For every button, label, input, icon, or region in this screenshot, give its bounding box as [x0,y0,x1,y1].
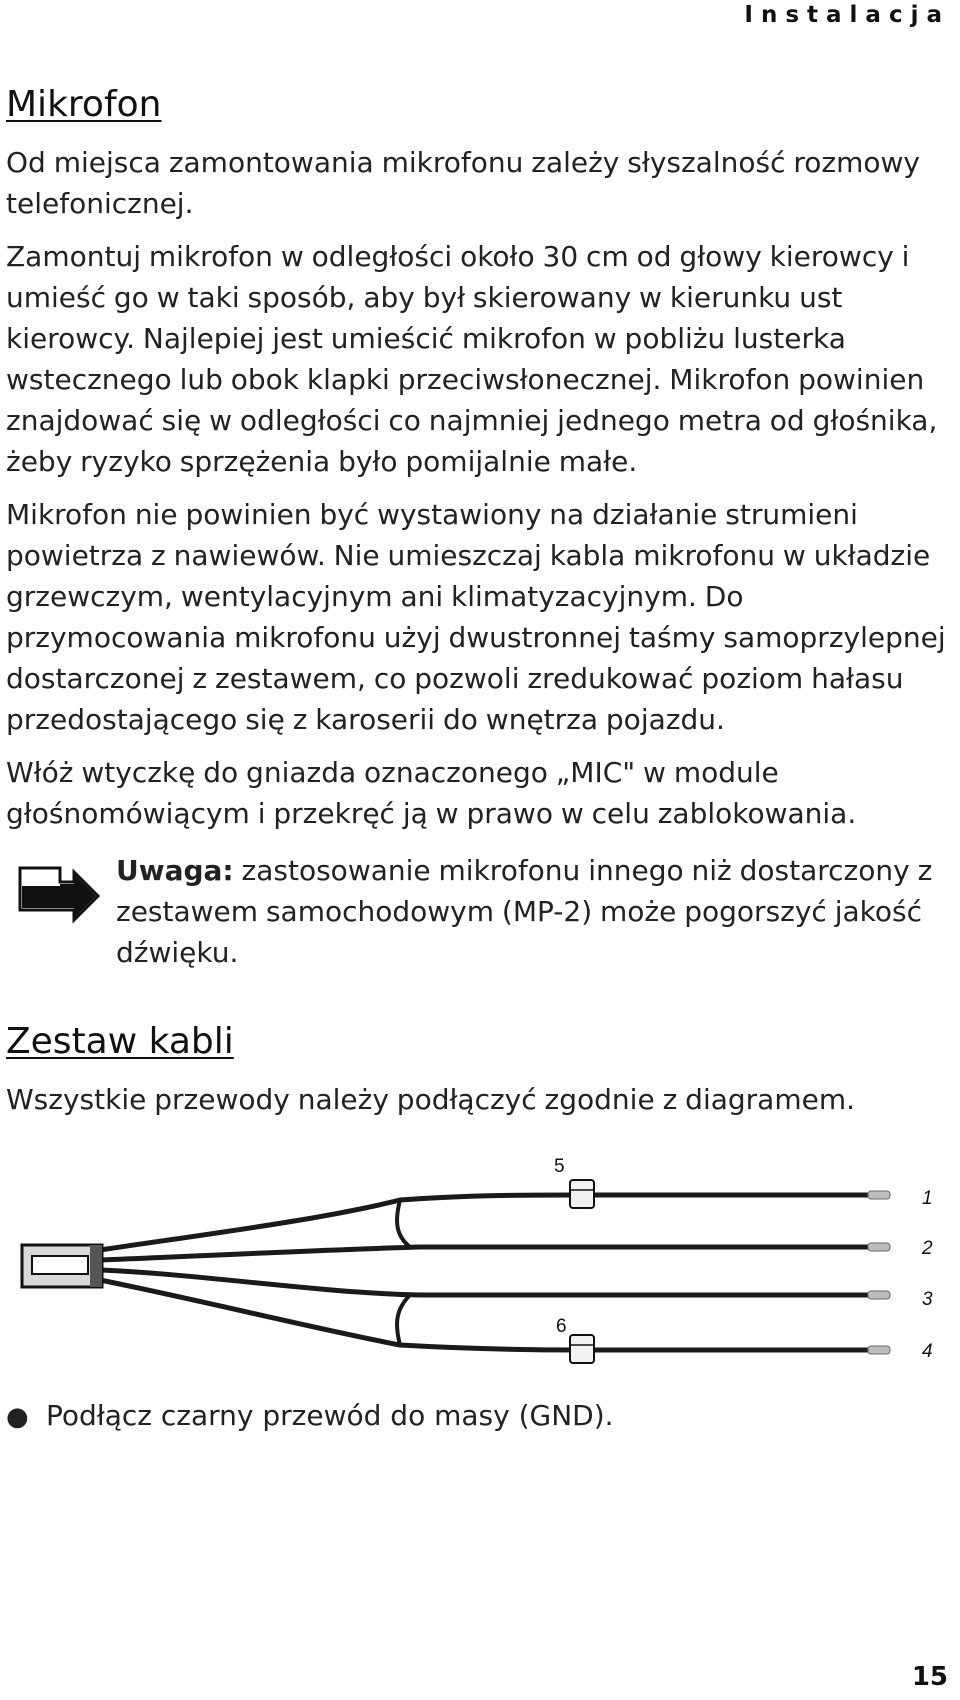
wire-2-tip [868,1243,890,1251]
cable-intro: Wszystkie przewody należy podłączyć zgodnie z diagramem. [6,1083,855,1116]
wire-1 [100,1195,870,1250]
fuse-holder-5 [570,1180,594,1208]
paragraph-1: Od miejsca zamontowania mikrofonu zależy słyszalność rozmowy telefonicznej. [6,146,920,220]
wire-2 [100,1247,870,1260]
fuse-holder-6 [570,1335,594,1363]
note-hand-icon [14,856,100,926]
note-body: zastosowanie mikrofonu innego niż dostarczony z zestawem samochodowym (MP-2) może pogorszyć jakość dźwięku. [116,854,933,969]
running-header: Instalacja [744,2,950,28]
wire-4-tip [868,1346,890,1354]
wire-3 [100,1270,870,1295]
cable-diagram [0,1150,960,1370]
bullet-item [6,1395,614,1438]
main-content [6,82,951,1132]
wire-label-2: 2 [922,1238,933,1259]
page-number: 15 [911,1662,948,1692]
paragraph-4: Włóż wtyczkę do gniazda oznaczonego „MIC" w module głośnomówiącym i przekręć ją w prawo w celu zablokowania. [6,756,857,830]
bullet-text: Podłącz czarny przewód do masy (GND). [46,1399,614,1432]
wire-label-3: 3 [922,1289,933,1310]
wire-label-1: 1 [922,1188,933,1209]
note-text [116,850,951,973]
bullet-dot: ● [6,1402,29,1432]
fuse-label-6: 6 [556,1316,567,1337]
fuse-label-5: 5 [554,1156,565,1177]
section-title-mikrofon: Mikrofon [6,84,162,125]
main-connector [22,1245,102,1287]
wire-3-tip [868,1291,890,1299]
section-title-zestaw-kabli: Zestaw kabli [6,1021,234,1062]
paragraph-3: Mikrofon nie powinien być wystawiony na działanie strumieni powietrza z nawiewów. Nie umieszczaj kabla mikrofonu w układzie grzewczym, wentylacyjnym ani klimatyzacyjnym. Do przymocowania mikrofonu użyj dwustronnej taśmy samoprzylepnej dostarczonej z zestawem, co pozwoli zredukować poziom hałasu przedostającego się z karoserii do wnętrza pojazdu. [6,498,946,736]
note-label: Uwaga: [116,854,234,887]
paragraph-2: Zamontuj mikrofon w odległości około 30 cm od głowy kierowcy i umieść go w taki sposób, aby był skierowany w kierunku ust kierowcy. Najlepiej jest umieścić mikrofon w pobliżu lusterka wstecznego lub obok klapki przeciwsłonecznej. Mikrofon powinien znajdować się w odległości co najmniej jednego metra od głośnika, żeby ryzyko sprzężenia było pomijalnie małe. [6,240,938,478]
wire-4 [100,1280,870,1350]
note-box [6,850,951,973]
wire-1-tip [868,1191,890,1199]
wire-label-4: 4 [922,1341,933,1362]
